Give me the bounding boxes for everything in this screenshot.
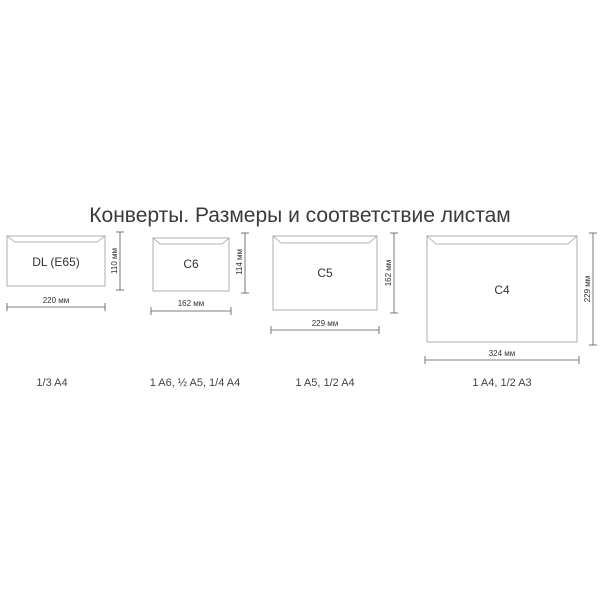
width-label: 162 мм [177, 299, 205, 308]
envelope-label: C6 [183, 257, 199, 271]
envelope-c4 [425, 233, 597, 364]
envelope-flap [7, 236, 105, 242]
envelope-flap [273, 236, 377, 243]
width-label: 229 мм [311, 319, 339, 328]
sheet-caption-c5: 1 A5, 1/2 A4 [295, 377, 355, 389]
height-label: 114 мм [235, 249, 244, 275]
width-dimension [151, 307, 231, 315]
page-title: Конверты. Размеры и соответствие листам [89, 204, 511, 227]
sheet-caption-c6: 1 A6, ½ A5, 1/4 A4 [149, 377, 241, 389]
width-label: 220 мм [42, 296, 70, 305]
envelope-c6 [151, 233, 249, 315]
envelope-flap [153, 238, 229, 244]
envelope-label: C4 [494, 283, 510, 297]
sheet-caption-c4: 1 A4, 1/2 A3 [472, 377, 532, 389]
width-label: 324 мм [488, 349, 516, 358]
envelope-flap [427, 236, 577, 244]
height-label: 162 мм [384, 259, 393, 287]
envelope-dl [7, 232, 124, 311]
envelope-label: DL (E65) [32, 255, 80, 269]
envelope-c5 [271, 233, 398, 334]
height-label: 229 мм [583, 275, 592, 303]
sheet-caption-dl: 1/3 A4 [36, 377, 68, 389]
envelope-label: C5 [317, 266, 333, 280]
height-label: 110 мм [110, 248, 119, 274]
